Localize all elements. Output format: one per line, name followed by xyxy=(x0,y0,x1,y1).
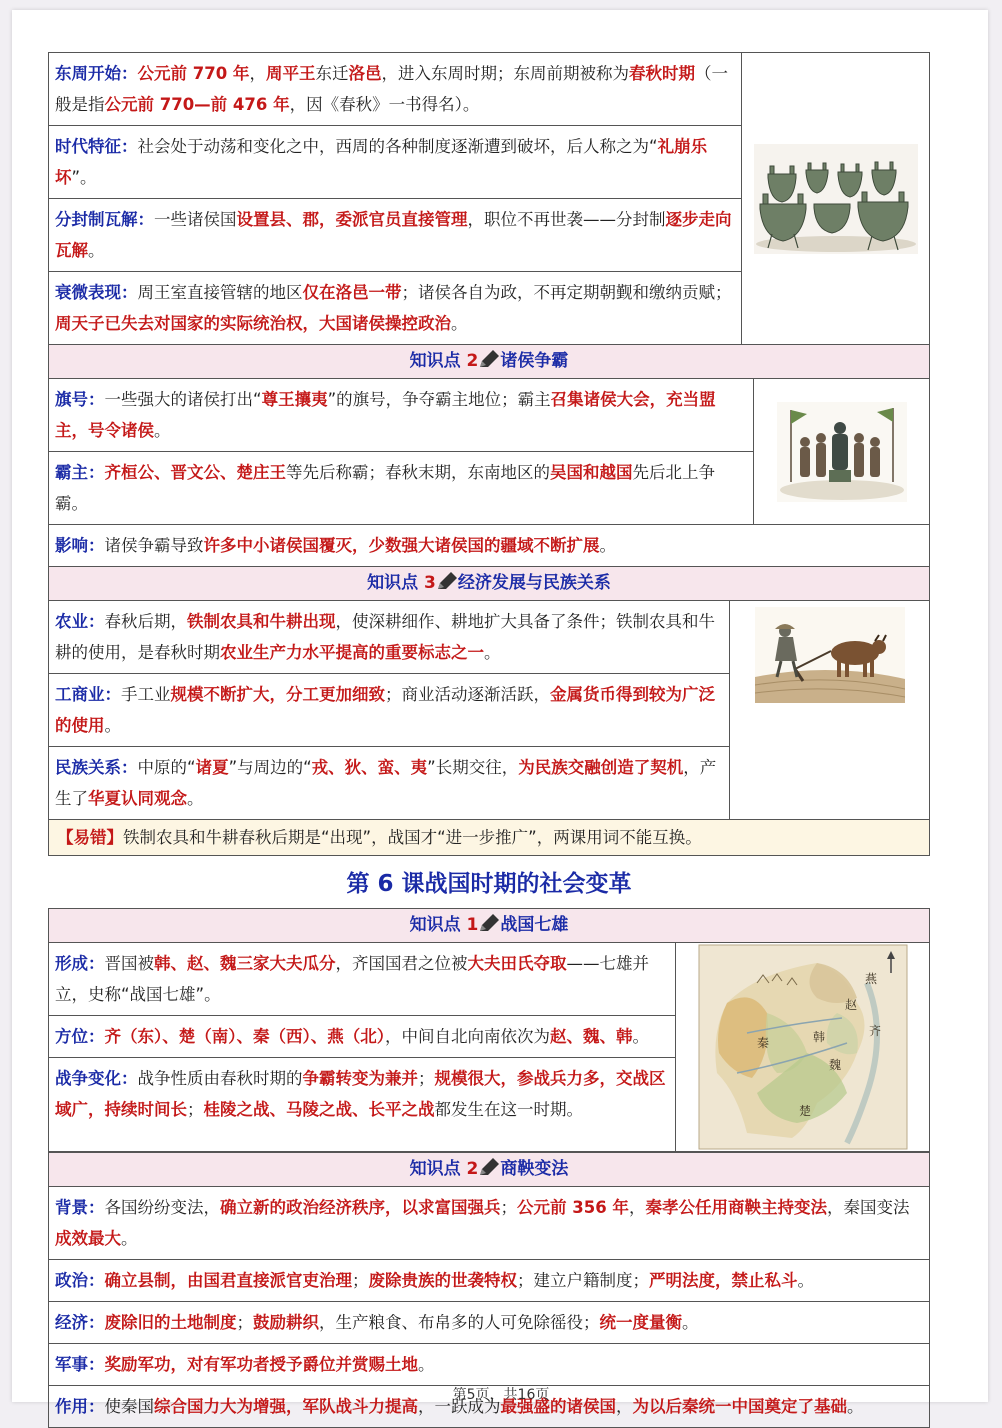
row-impact xyxy=(49,525,929,566)
map-state-label: 齐 xyxy=(868,1024,881,1038)
body-text: ，使深耕细作、耕地扩大具备了条件；铁制农具和牛耕的使用，是春秋时期 xyxy=(55,612,715,662)
row-key: 东周开始 xyxy=(55,64,121,83)
body-text: 都发生在这一时期。 xyxy=(434,1100,583,1119)
row-key-sep: ： xyxy=(88,612,105,631)
map-state-label: 赵 xyxy=(844,998,857,1012)
row-key-sep: ： xyxy=(88,1027,105,1046)
info-row xyxy=(49,126,741,199)
heading-title: 商鞅变法 xyxy=(500,1159,569,1179)
section-seven-states xyxy=(48,943,930,1152)
pencil-icon xyxy=(478,1156,500,1189)
body-text: ，一跃成为 xyxy=(418,1397,501,1416)
highlight-text: 最强盛的诸侯国 xyxy=(500,1397,616,1416)
info-row xyxy=(49,1302,929,1344)
heading-number: 3 xyxy=(424,573,436,593)
row-key: 民族关系 xyxy=(55,758,121,777)
body-text: ，秦国变法 xyxy=(826,1198,910,1217)
body-text: ， xyxy=(249,64,266,83)
highlight-text: 公元前 770—前 476 年 xyxy=(104,95,290,114)
heading-number: 2 xyxy=(466,1159,479,1179)
body-text: 。 xyxy=(187,789,204,808)
body-text: ，因《春秋》一书得名）。 xyxy=(289,95,480,114)
body-text: ，生产粮食、布帛多的人可免除徭役； xyxy=(319,1313,600,1332)
body-text: 先后北上争霸。 xyxy=(55,463,715,513)
heading-title: 经济发展与民族关系 xyxy=(457,573,611,593)
body-text: ；诸侯各自为政，不再定期朝觐和缴纳贡赋； xyxy=(401,283,732,302)
warring-states-map xyxy=(676,943,929,1151)
highlight-text: 诸夏 xyxy=(195,758,229,777)
highlight-text: 鼓励耕织 xyxy=(253,1313,319,1332)
body-text: 。 xyxy=(797,1271,814,1290)
body-text: ； xyxy=(352,1271,369,1290)
heading-prefix: 知识点 xyxy=(409,351,467,371)
body-text: 等先后称霸；春秋末期，东南地区的 xyxy=(286,463,550,482)
row-key: 作用 xyxy=(55,1397,88,1416)
highlight-text: 确立新的政治经济秩序，以求富国强兵 xyxy=(220,1198,501,1217)
heading-knowledge-3 xyxy=(48,566,930,601)
body-text: ”的旗号，争夺霸主地位；霸主 xyxy=(327,390,551,409)
highlight-text: 规模不断扩大，分工更加细致 xyxy=(170,685,385,704)
heading-prefix: 知识点 xyxy=(409,1159,467,1179)
highlight-text: 铁制农具和牛耕出现 xyxy=(187,612,336,631)
body-text: ；建立户籍制度； xyxy=(517,1271,649,1290)
mistake-tag: 【易错】 xyxy=(57,828,123,847)
body-text: 各国纷纷变法， xyxy=(104,1198,220,1217)
body-text: ——七雄并立，史称“战国七雄”。 xyxy=(55,954,649,1004)
s4-cells xyxy=(49,943,676,1151)
highlight-text: 成效最大 xyxy=(55,1229,121,1248)
body-text: ； xyxy=(500,1198,517,1217)
highlight-text: 争霸转变为兼并 xyxy=(302,1069,418,1088)
info-row xyxy=(49,1260,929,1302)
highlight-text: 严明法度，禁止私斗 xyxy=(649,1271,798,1290)
row-key: 农业 xyxy=(55,612,88,631)
body-text: 。 xyxy=(88,241,105,260)
row-key-sep: ： xyxy=(121,283,138,302)
mistake-text: 铁制农具和牛耕春秋后期是“出现”，战国才“进一步推广”，两课用词不能互换。 xyxy=(123,828,702,847)
highlight-text: 为民族交融创造了契机 xyxy=(518,758,684,777)
info-row xyxy=(49,747,729,819)
highlight-text: 洛邑 xyxy=(348,64,382,83)
heading-knowledge-4 xyxy=(48,908,930,943)
info-row xyxy=(49,379,753,452)
highlight-text: 桂陵之战、马陵之战、长平之战 xyxy=(203,1100,435,1119)
s3-cells xyxy=(49,601,730,819)
body-text: ， xyxy=(628,1198,646,1217)
alliance-meeting-image xyxy=(754,379,929,524)
info-row xyxy=(49,452,753,524)
row-key: 形成 xyxy=(55,954,88,973)
highlight-text: 确立县制，由国君直接派官吏治理 xyxy=(104,1271,352,1290)
row-key-sep: ： xyxy=(104,685,121,704)
map-state-label: 燕 xyxy=(864,972,877,986)
body-text: 。 xyxy=(484,643,501,662)
info-row xyxy=(49,1058,675,1130)
highlight-text: 金属货币得到较为广泛的使用 xyxy=(55,685,715,735)
body-text: 。 xyxy=(599,536,616,555)
row-key: 战争变化 xyxy=(55,1069,121,1088)
row-key-sep: ： xyxy=(88,1271,105,1290)
body-text: 战争性质由春秋时期的 xyxy=(137,1069,303,1088)
highlight-text: 赵、魏、韩 xyxy=(550,1027,633,1046)
row-key-sep: ： xyxy=(121,64,138,83)
row-key-sep: ： xyxy=(88,536,105,555)
info-row xyxy=(49,1344,929,1386)
row-key: 时代特征 xyxy=(55,137,121,156)
body-text: （一般是指 xyxy=(55,64,728,114)
highlight-text: 统一度量衡 xyxy=(599,1313,682,1332)
body-text: ，职位不再世袭——分封制 xyxy=(467,210,666,229)
ox-plowing-image xyxy=(730,601,929,819)
highlight-text: 仅在洛邑一带 xyxy=(302,283,402,302)
highlight-text: 春秋时期 xyxy=(628,64,695,83)
body-text: 春秋后期， xyxy=(104,612,187,631)
body-text: 手工业 xyxy=(121,685,171,704)
row-key: 方位 xyxy=(55,1027,88,1046)
row-key: 影响 xyxy=(55,536,88,555)
body-text: ，齐国国君之位被 xyxy=(335,954,468,973)
body-text: ”与周边的“ xyxy=(228,758,312,777)
row-key-sep: ： xyxy=(88,463,105,482)
body-text: 东迁 xyxy=(315,64,349,83)
s1-cells xyxy=(49,53,742,344)
info-row xyxy=(49,1016,675,1058)
highlight-text: 公元前 356 年 xyxy=(517,1198,629,1217)
body-text: 诸侯争霸导致 xyxy=(104,536,204,555)
info-row xyxy=(49,272,741,344)
bronze-vessels-image xyxy=(742,53,929,344)
body-text: 一些诸侯国 xyxy=(154,210,237,229)
body-text: 。 xyxy=(104,716,121,735)
highlight-text: 周天子已失去对国家的实际统治权，大国诸侯操控政治 xyxy=(55,314,451,333)
row-key-sep: ： xyxy=(88,390,105,409)
highlight-text: 韩、赵、魏三家大夫瓜分 xyxy=(154,954,336,973)
info-row xyxy=(49,199,741,272)
highlight-text: 召集诸侯大会，充当盟主，号令诸侯 xyxy=(55,390,716,440)
body-text: 一些强大的诸侯打出“ xyxy=(104,390,262,409)
highlight-text: 周平王 xyxy=(265,64,316,83)
highlight-text: 农业生产力水平提高的重要标志之一 xyxy=(220,643,484,662)
body-text: 。 xyxy=(682,1313,699,1332)
s2-cells xyxy=(49,379,754,524)
heading-knowledge-2 xyxy=(48,345,930,379)
section-eastern-zhou xyxy=(48,52,930,345)
pencil-icon xyxy=(478,912,500,945)
row-key: 背景 xyxy=(55,1198,88,1217)
body-text: ；商业活动逐渐活跃， xyxy=(385,685,550,704)
body-text: ； xyxy=(236,1313,253,1332)
body-text: 。 xyxy=(121,1229,138,1248)
row-key-sep: ： xyxy=(121,137,138,156)
heading-title: 战国七雄 xyxy=(500,915,569,935)
row-key: 衰微表现 xyxy=(55,283,121,302)
pencil-icon xyxy=(478,348,500,381)
page-footer: 第5页，共16页 xyxy=(452,1387,550,1403)
highlight-text: 秦孝公任用商鞅主持变法 xyxy=(645,1198,827,1217)
body-text: ”长期交往， xyxy=(427,758,519,777)
highlight-text: 尊王攘夷 xyxy=(261,390,328,409)
body-text: 中原的“ xyxy=(137,758,196,777)
row-key-sep: ： xyxy=(88,1355,105,1374)
map-state-label: 楚 xyxy=(798,1104,811,1118)
section-economy xyxy=(48,601,930,820)
row-key-sep: ： xyxy=(121,1069,138,1088)
body-text: 。 xyxy=(847,1397,864,1416)
heading-number: 2 xyxy=(466,351,479,371)
row-key: 政治 xyxy=(55,1271,88,1290)
highlight-text: 齐（东）、楚（南）、秦（西）、燕（北） xyxy=(104,1027,385,1046)
heading-knowledge-5 xyxy=(48,1152,930,1187)
pencil-icon xyxy=(436,570,458,603)
map-state-label: 韩 xyxy=(812,1030,825,1044)
body-text: ； xyxy=(187,1100,204,1119)
info-row xyxy=(49,1187,929,1260)
common-mistake-note xyxy=(48,820,930,856)
row-key-sep: ： xyxy=(88,1198,105,1217)
highlight-text: 齐桓公、晋文公、楚庄王 xyxy=(104,463,286,482)
row-key: 旗号 xyxy=(55,390,88,409)
highlight-text: 公元前 770 年 xyxy=(137,64,250,83)
heading-prefix: 知识点 xyxy=(367,573,425,593)
row-key-sep: ： xyxy=(88,1313,105,1332)
body-text: ”。 xyxy=(71,168,97,187)
body-text: 。 xyxy=(418,1355,435,1374)
row-key: 工商业 xyxy=(55,685,105,704)
highlight-text: 设置县、郡，委派官员直接管理 xyxy=(236,210,468,229)
lesson-title: 第 6 课战国时期的社会变革 xyxy=(346,871,632,897)
highlight-text: 礼崩乐坏 xyxy=(55,137,708,187)
info-row xyxy=(49,601,729,674)
info-row xyxy=(49,943,675,1016)
highlight-text: 吴国和越国 xyxy=(550,463,633,482)
row-key: 霸主 xyxy=(55,463,88,482)
heading-number: 1 xyxy=(466,915,479,935)
heading-title: 诸侯争霸 xyxy=(500,351,569,371)
heading-prefix: 知识点 xyxy=(409,915,467,935)
body-text: 周王室直接管辖的地区 xyxy=(137,283,303,302)
body-text: ，产生了 xyxy=(55,758,717,808)
highlight-text: 综合国力大为增强，军队战斗力提高 xyxy=(154,1397,418,1416)
body-text: 使秦国 xyxy=(104,1397,154,1416)
highlight-text: 为以后秦统一中国奠定了基础 xyxy=(632,1397,847,1416)
row-key: 分封制瓦解 xyxy=(55,210,138,229)
highlight-text: 华夏认同观念 xyxy=(88,789,187,808)
row-key-sep: ： xyxy=(121,758,138,777)
row-key-sep: ： xyxy=(88,1397,105,1416)
row-key-sep: ： xyxy=(137,210,154,229)
body-text: ，中间自北向南依次为 xyxy=(385,1027,550,1046)
highlight-text: 大夫田氏夺取 xyxy=(467,954,567,973)
highlight-text: 废除贵族的世袭特权 xyxy=(368,1271,517,1290)
map-state-label: 魏 xyxy=(828,1058,841,1072)
row-key: 军事 xyxy=(55,1355,88,1374)
row-key-sep: ： xyxy=(88,954,105,973)
highlight-text: 规模很大，参战兵力多，交战区域广，持续时间长 xyxy=(55,1069,666,1119)
body-text: ； xyxy=(418,1069,435,1088)
highlight-text: 逐步走向瓦解 xyxy=(55,210,732,260)
body-text: ， xyxy=(616,1397,633,1416)
body-text: 。 xyxy=(632,1027,649,1046)
body-text: ，进入东周时期；东周前期被称为 xyxy=(381,64,629,83)
highlight-text: 奖励军功，对有军功者授予爵位并赏赐土地 xyxy=(104,1355,418,1374)
section-hegemony xyxy=(48,379,930,566)
body-text: 。 xyxy=(154,421,171,440)
map-state-label: 秦 xyxy=(756,1036,769,1050)
body-text: 晋国被 xyxy=(104,954,154,973)
info-row xyxy=(49,674,729,747)
highlight-text: 戎、狄、蛮、夷 xyxy=(311,758,428,777)
body-text: 。 xyxy=(451,314,468,333)
body-text: 社会处于动荡和变化之中，西周的各种制度逐渐遭到破坏，后人称之为“ xyxy=(137,137,658,156)
info-row xyxy=(49,53,741,126)
content xyxy=(48,52,930,1428)
highlight-text: 废除旧的土地制度 xyxy=(104,1313,237,1332)
row-key: 经济 xyxy=(55,1313,88,1332)
highlight-text: 许多中小诸侯国覆灭，少数强大诸侯国的疆域不断扩展 xyxy=(203,536,600,555)
